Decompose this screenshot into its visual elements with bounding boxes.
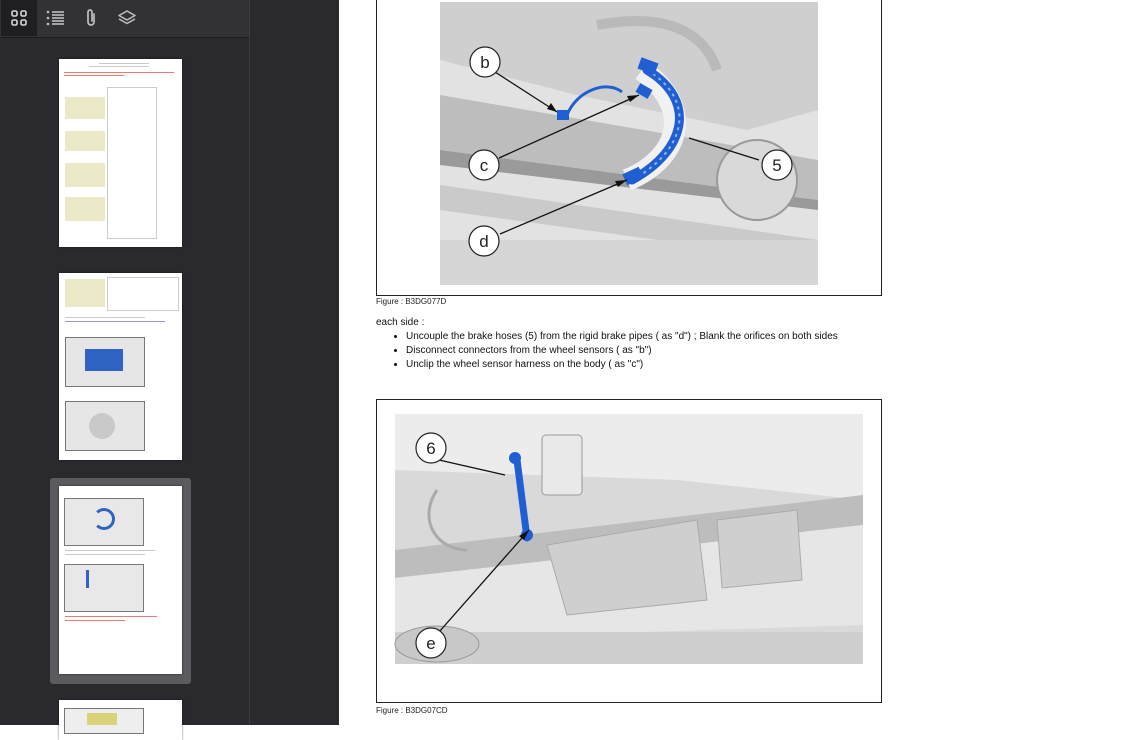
document-page: [339, 0, 1122, 725]
figure-1-illustration: [377, 0, 881, 295]
attachments-icon: [83, 8, 99, 28]
instruction-list: [376, 330, 838, 372]
callout-e: e: [426, 634, 436, 653]
thumbnail-sidebar: [0, 0, 250, 725]
thumbnails-icon: [10, 9, 28, 27]
figure-2: [376, 399, 882, 703]
thumbnails-button[interactable]: [1, 0, 37, 36]
layers-button[interactable]: [109, 0, 145, 36]
list-item: • Disconnect connectors from the wheel sensors ( as "b"): [406, 344, 838, 358]
callout-d: d: [479, 232, 489, 251]
figure-1-caption: Figure : B3DG077D: [376, 297, 447, 306]
figure-2-caption: Figure : B3DG07CD: [376, 706, 448, 715]
page-thumbnail[interactable]: [59, 273, 182, 460]
page-thumbnail-current[interactable]: [59, 486, 182, 674]
callout-c: c: [479, 156, 489, 175]
outline-button[interactable]: [37, 0, 73, 36]
page-thumbnail[interactable]: [59, 700, 182, 740]
list-item: • Uncouple the brake hoses (5) from the rigid brake pipes ( as "d") ; Blank the orifices on both sides: [406, 330, 838, 344]
figure-2-illustration: [377, 400, 881, 702]
callout-5: 5: [772, 156, 782, 175]
layers-icon: [117, 9, 137, 27]
callout-b: b: [480, 53, 490, 72]
callout-6: 6: [426, 439, 436, 458]
outline-icon: [45, 9, 65, 27]
figure-1: [376, 0, 882, 296]
instruction-heading: each side :: [376, 317, 425, 328]
page-thumbnail[interactable]: [59, 59, 182, 247]
sidebar-toolbar: [0, 0, 249, 38]
viewer-gutter: [250, 0, 339, 725]
list-item: • Unclip the wheel sensor harness on the body ( as "c"): [406, 358, 838, 372]
attachments-button[interactable]: [73, 0, 109, 36]
